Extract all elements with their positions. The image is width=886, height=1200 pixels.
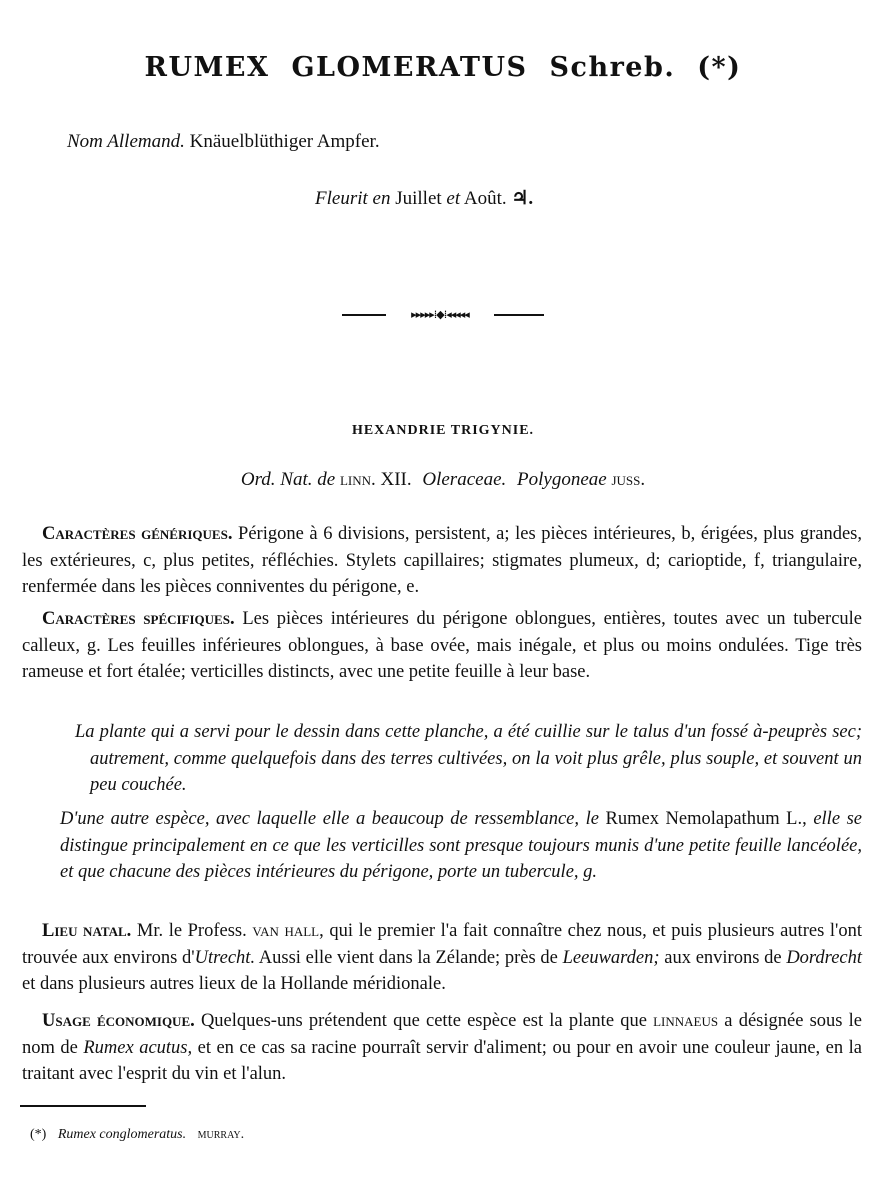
ornament-rule-left — [342, 314, 386, 316]
ord-nat-family: Polygoneae — [517, 469, 607, 490]
usage-text: et en ce cas sa racine pourraît servir d'aliment; ou pour en avoir une couleur jaune, en la traitant avec l'esprit du vin et l'alun. — [22, 1037, 862, 1084]
generic-characters-lead: Caractères génériques. — [42, 524, 233, 544]
ornament-divider — [342, 306, 544, 324]
title-author: Schreb. — [549, 52, 676, 83]
german-name-label: Nom Allemand. — [67, 131, 185, 152]
ord-nat-label: Ord. Nat. — [240, 469, 313, 490]
usage-lead: Usage économique. — [42, 1011, 195, 1031]
ord-nat-de: de — [317, 469, 336, 490]
person-name: linnaeus — [653, 1011, 719, 1031]
place-name: Dordrecht — [786, 947, 863, 968]
note-related-species — [60, 806, 862, 886]
flowering-word: et — [446, 188, 461, 209]
title-species: GLOMERATUS — [291, 52, 528, 83]
title-footnote-mark: (*) — [697, 52, 742, 83]
natural-order — [0, 469, 886, 491]
habitat-lead: Lieu natal. — [42, 921, 132, 941]
flowering-month: Juillet — [395, 188, 442, 209]
footnote — [30, 1127, 244, 1143]
ord-nat-linn: linn. — [339, 469, 376, 490]
note-related-text: elle se distingue principalement en ce que les verticilles sont presque toujours munis d'une petite feuille lancéolée, et que chacune des pièces intérieures du périgone, porte un tubercule, g. — [60, 809, 863, 882]
habitat-text: et dans plusieurs autres lieux de la Hollande méridionale. — [22, 974, 446, 994]
habitat-text: Aussi elle vient dans la Zélande; près de — [258, 947, 558, 968]
usage-text: Quelques-uns prétendent que cette espèce est la plante que — [200, 1011, 647, 1031]
latin-name: Rumex acutus, — [83, 1037, 193, 1058]
flowering-word: Fleurit — [315, 188, 368, 209]
perennial-symbol: ♃. — [511, 188, 534, 209]
ord-nat-family: Oleraceae. — [422, 469, 507, 490]
habitat-text: qui le premier l'a fait connaître chez nous, et puis plusieurs autres l'ont trouvée aux environs d' — [22, 921, 862, 968]
related-species-name: Rumex Nemolapathum L., — [605, 809, 807, 829]
habitat-text: Mr. le Profess. — [136, 921, 247, 941]
footnote-rule — [20, 1105, 146, 1107]
footnote-author: murray. — [197, 1127, 245, 1142]
generic-characters — [22, 521, 862, 601]
title-genus: RUMEX — [144, 52, 270, 83]
note-related-text: D'une autre espèce, avec laquelle elle a beaucoup de ressemblance, le — [60, 809, 599, 829]
ornament-rule-right — [494, 314, 544, 316]
ord-nat-number: XII. — [380, 469, 412, 490]
generic-characters-text: Périgone à 6 divisions, persistent, a; les pièces intérieures, b, érigées, plus grandes, les extérieures, c, plus petites, réfléchies. Stylets capillaires; stigmates plumeux, d; carioptide, f, triangulaire, renfermée dans les pièces conniventes du périgone, e. — [22, 524, 863, 597]
page-title — [0, 52, 886, 83]
footnote-mark: (*) — [30, 1127, 47, 1142]
german-name — [67, 131, 380, 153]
place-name: Leeuwarden; — [562, 947, 660, 968]
flowering-month: Août. — [463, 188, 507, 209]
flowering-period — [315, 187, 533, 210]
footnote-species: Rumex conglomeratus. — [57, 1127, 187, 1142]
specific-characters-text: Les pièces intérieures du périgone oblongues, entières, toutes avec un tubercule calleux, g. Les feuilles inférieures oblongues, à base ovée, mais inégale, et plus ou moins ondulées. Tige très rameuse et fort étalée; verticilles distincts, avec une petite feuille à leur base. — [22, 609, 863, 682]
economic-usage — [22, 1008, 862, 1088]
habitat — [22, 918, 862, 998]
german-name-value: Knäuelblüthiger Ampfer. — [189, 131, 380, 152]
ornament-glyphs: ▸▸▸▸▸⁞◆⁞◂◂◂◂◂ — [411, 308, 469, 321]
habitat-text: aux environs de — [664, 947, 782, 968]
place-name: Utrecht. — [194, 947, 256, 968]
specific-characters — [22, 606, 862, 686]
ord-nat-juss: juss. — [611, 469, 646, 490]
classification-heading: HEXANDRIE TRIGYNIE. — [351, 423, 535, 438]
flowering-word: en — [372, 188, 391, 209]
note-drawing: La plante qui a servi pour le dessin dans cette planche, a été cuillie sur le talus d'un fossé à-peuprès sec; autrement, comme quelquefois dans des terres cultivées, on la voit plus grêle, plus souple, et souvent un peu couchée. — [75, 722, 862, 795]
person-name: van hall, — [252, 921, 324, 941]
usage-text: a désignée sous le nom de — [22, 1011, 863, 1058]
specific-characters-lead: Caractères spécifiques. — [42, 609, 235, 629]
